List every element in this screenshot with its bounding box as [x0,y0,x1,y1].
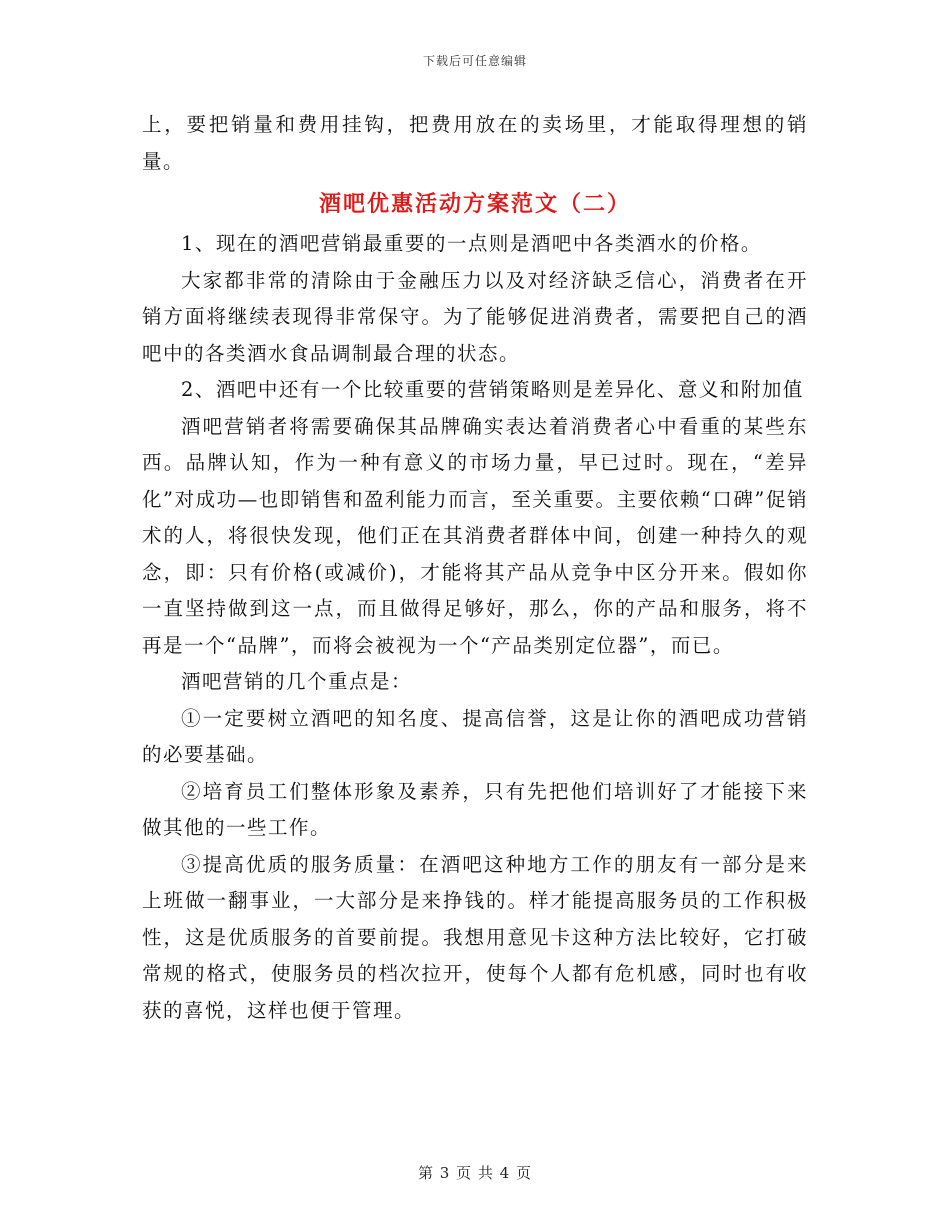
section-title: 酒吧优惠活动方案范文（二） [318,191,631,217]
page-number: 第 3 页 共 4 页 [418,1164,532,1182]
paragraph-point-1: 1、现在的酒吧营销最重要的一点则是酒吧中各类酒水的价格。 [181,232,762,255]
paragraph-key-point-3: ③提高优质的服务质量：在酒吧这种地方工作的朋友有一部分是来上班做一翻事业，一大部分是来挣钱的。样才能提高服务员的工作积极性，这是优质服务的首要前提。我想用意见卡这种方法比较好，它打破常规的格式，使服务员的档次拉开，使每个人都有危机感，同时也有收获的喜悦，这样也便于管理。 [142,852,808,1022]
paragraph-point-2-detail: 酒吧营销者将需要确保其品牌确实表达着消费者心中看重的某些东西。品牌认知，作为一种有意义的市场力量，早已过时。现在，“差异化”对成功—也即销售和盈利能力而言，至关重要。主要依赖“口碑”促销术的人，将很快发现，他们正在其消费者群体中间，创建一种持久的观念，即：只有价格(或减价)，才能将其产品从竞争中区分开来。假如你一直坚持做到这一点，而且做得足够好，那么，你的产品和服务，将不再是一个“品牌”，而将会被视为一个“产品类别定位器”，而已。 [142,414,808,657]
document-body [142,107,808,1029]
paragraph-key-points-intro: 酒吧营销的几个重点是： [181,670,413,693]
intro-paragraph: 上，要把销量和费用挂钩，把费用放在的卖场里，才能取得理想的销量。 [142,113,808,173]
paragraph-point-2: 2、酒吧中还有一个比较重要的营销策略则是差异化、意义和附加值 [181,378,804,401]
paragraph-key-point-1: ①一定要树立酒吧的知名度、提高信誉，这是让你的酒吧成功营销的必要基础。 [142,706,808,766]
page-header: 下载后可任意编辑 [422,54,527,68]
paragraph-point-1-detail: 大家都非常的清除由于金融压力以及对经济缺乏信心，消费者在开销方面将继续表现得非常保守。为了能够促进消费者，需要把自己的酒吧中的各类酒水食品调制最合理的状态。 [142,268,808,365]
paragraph-key-point-2: ②培育员工们整体形象及素养，只有先把他们培训好了才能接下来做其他的一些工作。 [142,779,808,839]
